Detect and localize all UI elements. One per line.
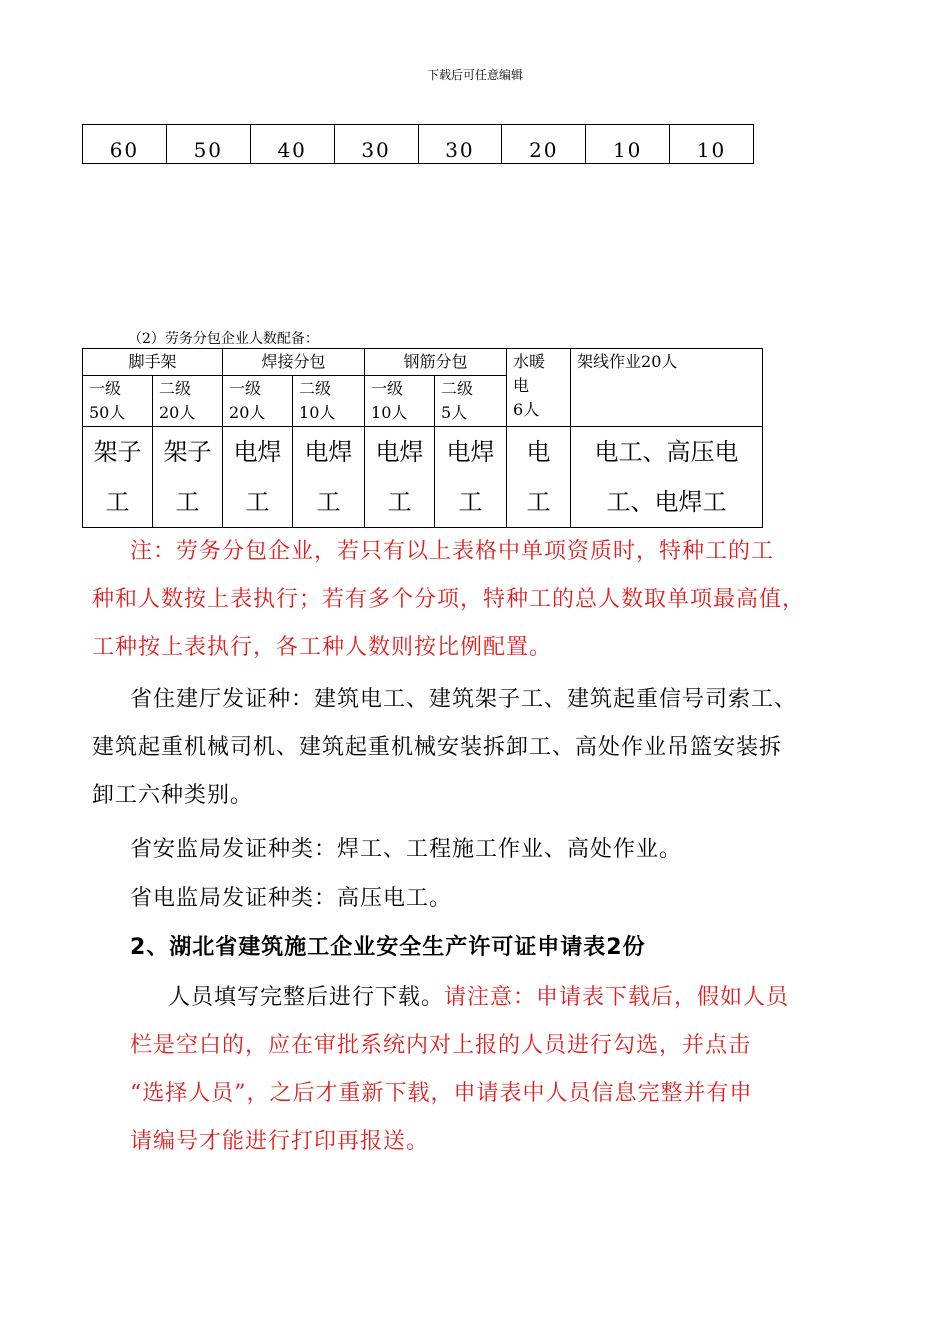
group-header-scaffold: 脚手架 <box>83 349 223 376</box>
sublevel-count: 20人 <box>229 403 266 422</box>
note-line: 注：劳务分包企业，若只有以上表格中单项资质时，特种工的工 <box>130 539 775 564</box>
trade-line: 工 <box>526 488 551 516</box>
sublevel-label: 一级 <box>229 379 262 398</box>
trade-line: 工 <box>387 488 412 516</box>
group-header-water-heat-count: 6人 <box>513 400 540 419</box>
sublevel-count: 10人 <box>299 403 336 422</box>
sublevel-label: 二级 <box>441 379 474 398</box>
trade-line: 电 <box>526 438 551 466</box>
trade-line: 电焊 <box>375 438 424 466</box>
sublevel-label: 二级 <box>159 379 192 398</box>
labor-table-caption: （2）劳务分包企业人数配备： <box>128 331 319 347</box>
trade-line: 工 <box>458 488 483 516</box>
table-row <box>83 125 754 164</box>
sublevel-label: 二级 <box>299 379 332 398</box>
trade-cell <box>293 427 365 528</box>
sublevel-label: 一级 <box>89 379 122 398</box>
sublevel-cell <box>293 376 365 427</box>
note-line: 工种按上表执行，各工种人数则按比例配置。 <box>92 635 553 660</box>
sublevel-count: 10人 <box>371 403 408 422</box>
application-paragraph <box>130 974 890 1166</box>
group-header-rebar: 钢筋分包 <box>365 349 507 376</box>
paragraph-line: 请编号才能进行打印再报送。 <box>130 1129 430 1154</box>
table-row <box>83 427 763 528</box>
group-header-water-heat-cont: 电 <box>513 376 530 395</box>
trade-line: 架子 <box>93 438 142 466</box>
sublevel-cell <box>83 376 153 427</box>
housing-dept-paragraph <box>92 676 892 820</box>
trade-line: 工 <box>316 488 341 516</box>
sublevel-label: 一级 <box>371 379 404 398</box>
labor-subcontract-table <box>82 348 763 528</box>
trade-cell <box>83 427 153 528</box>
sublevel-count: 50人 <box>89 403 126 422</box>
paragraph-line: 栏是空白的，应在审批系统内对上报的人员进行勾选，并点击 <box>130 1033 752 1058</box>
trade-line: 电工、高压电 <box>594 438 739 466</box>
power-bureau-paragraph: 省电监局发证种类：高压电工。 <box>130 886 453 911</box>
trade-cell <box>153 427 223 528</box>
section-heading: 2、湖北省建筑施工企业安全生产许可证申请表2份 <box>130 935 646 960</box>
trade-cell <box>507 427 571 528</box>
trade-cell <box>223 427 293 528</box>
trade-line: 工 <box>105 488 130 516</box>
sublevel-count: 5人 <box>441 403 468 422</box>
trade-line: 电焊 <box>233 438 282 466</box>
table-cell: 40 <box>250 125 334 164</box>
trade-cell-overhead-line <box>571 427 763 528</box>
paragraph-line: 卸工六种类别。 <box>92 783 254 808</box>
table-cell: 30 <box>418 125 502 164</box>
sublevel-cell <box>435 376 507 427</box>
numbers-table <box>82 124 754 164</box>
trade-cell <box>365 427 435 528</box>
table-cell: 50 <box>166 125 250 164</box>
table-cell: 30 <box>334 125 418 164</box>
safety-bureau-paragraph: 省安监局发证种类：焊工、工程施工作业、高处作业。 <box>130 837 683 862</box>
note-line: 种和人数按上表执行；若有多个分项，特种工的总人数取单项最高值， <box>92 587 806 612</box>
paragraph-line: 建筑起重机械司机、建筑起重机械安装拆卸工、高处作业吊篮安装拆 <box>92 735 783 760</box>
application-text: 人员填写完整后进行下载。 <box>168 985 445 1010</box>
group-header-overhead-line: 架线作业20人 <box>571 349 763 427</box>
trade-line: 工 <box>245 488 270 516</box>
trade-cell <box>435 427 507 528</box>
paragraph-line <box>130 974 890 1022</box>
trade-line: 架子 <box>163 438 212 466</box>
note-paragraph <box>92 528 892 672</box>
sublevel-count: 20人 <box>159 403 196 422</box>
paragraph-line: 省住建厅发证种：建筑电工、建筑架子工、建筑起重信号司索工、 <box>130 687 798 712</box>
table-row <box>83 349 763 376</box>
table-cell: 60 <box>83 125 167 164</box>
sublevel-cell <box>365 376 435 427</box>
table-cell: 20 <box>502 125 586 164</box>
table-cell: 10 <box>670 125 754 164</box>
trade-line: 工 <box>175 488 200 516</box>
trade-line: 电焊 <box>446 438 495 466</box>
trade-line: 工、电焊工 <box>606 488 727 516</box>
group-header-water-heat-label: 水暖 <box>513 352 546 371</box>
group-header-welding: 焊接分包 <box>223 349 365 376</box>
paragraph-line: “选择人员”，之后才重新下载，申请表中人员信息完整并有申 <box>130 1081 753 1106</box>
sublevel-cell <box>153 376 223 427</box>
sublevel-cell <box>223 376 293 427</box>
page-header-note: 下载后可任意编辑 <box>426 68 523 82</box>
trade-line: 电焊 <box>304 438 353 466</box>
group-header-water-heat <box>507 349 571 427</box>
application-warning: 请注意：申请表下载后，假如人员 <box>444 985 790 1010</box>
table-cell: 10 <box>586 125 670 164</box>
